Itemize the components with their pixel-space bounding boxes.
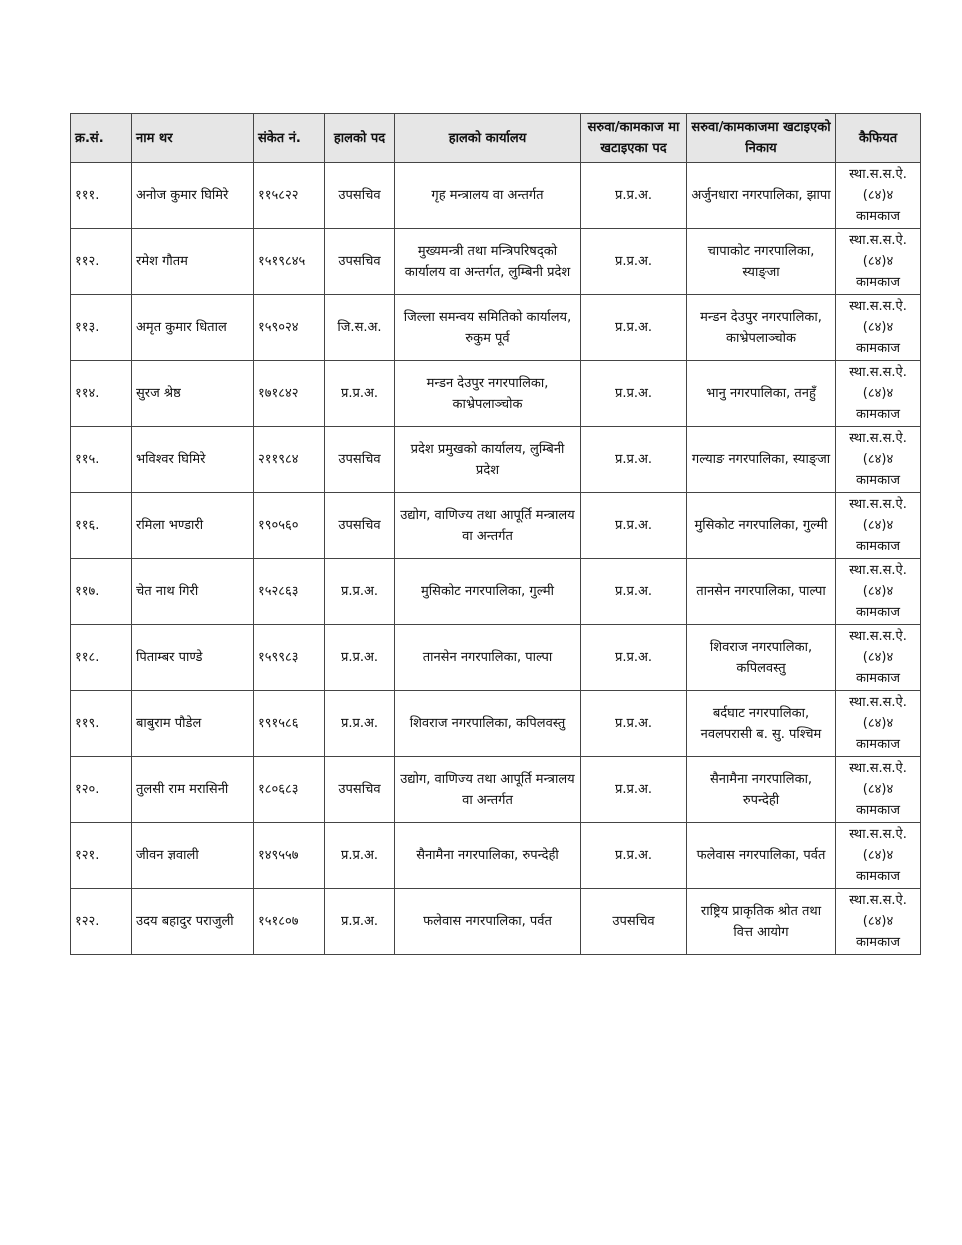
cell-transfer-post: प्र.प्र.अ. xyxy=(581,493,687,559)
cell-sn: १२०. xyxy=(71,757,132,823)
cell-name: अमृत कुमार धिताल xyxy=(132,295,254,361)
cell-remark: स्था.स.स.ऐ. (८४)४ कामकाज xyxy=(836,691,921,757)
cell-office: फलेवास नगरपालिका, पर्वत xyxy=(395,889,581,955)
cell-sn: १२२. xyxy=(71,889,132,955)
cell-name: पिताम्बर पाण्डे xyxy=(132,625,254,691)
cell-post: जि.स.अ. xyxy=(325,295,395,361)
cell-post: प्र.प्र.अ. xyxy=(325,361,395,427)
cell-name: उदय बहादुर पराजुली xyxy=(132,889,254,955)
table-row xyxy=(71,823,921,889)
cell-name: सुरज श्रेष्ठ xyxy=(132,361,254,427)
table-row xyxy=(71,163,921,229)
cell-post: प्र.प्र.अ. xyxy=(325,559,395,625)
cell-transfer-body: फलेवास नगरपालिका, पर्वत xyxy=(687,823,836,889)
cell-remark: स्था.स.स.ऐ. (८४)४ कामकाज xyxy=(836,889,921,955)
cell-code: १५२८६३ xyxy=(254,559,325,625)
cell-post: उपसचिव xyxy=(325,493,395,559)
transfer-table xyxy=(70,113,921,955)
cell-post: उपसचिव xyxy=(325,163,395,229)
table-row xyxy=(71,361,921,427)
cell-post: प्र.प्र.अ. xyxy=(325,691,395,757)
header-name: नाम थर xyxy=(132,114,254,163)
cell-transfer-body: सैनामैना नगरपालिका, रुपन्देही xyxy=(687,757,836,823)
cell-transfer-body: शिवराज नगरपालिका, कपिलवस्तु xyxy=(687,625,836,691)
cell-name: जीवन ज्ञवाली xyxy=(132,823,254,889)
cell-sn: ११९. xyxy=(71,691,132,757)
table-row xyxy=(71,757,921,823)
cell-office: मन्डन देउपुर नगरपालिका, काभ्रेपलाञ्चोक xyxy=(395,361,581,427)
cell-transfer-post: प्र.प्र.अ. xyxy=(581,757,687,823)
cell-transfer-post: प्र.प्र.अ. xyxy=(581,295,687,361)
cell-office: उद्योग, वाणिज्य तथा आपूर्ति मन्त्रालय वा अन्तर्गत xyxy=(395,493,581,559)
cell-office: जिल्ला समन्वय समितिको कार्यालय, रुकुम पूर्व xyxy=(395,295,581,361)
cell-sn: ११२. xyxy=(71,229,132,295)
cell-transfer-body: तानसेन नगरपालिका, पाल्पा xyxy=(687,559,836,625)
cell-transfer-post: प्र.प्र.अ. xyxy=(581,229,687,295)
cell-remark: स्था.स.स.ऐ. (८४)४ कामकाज xyxy=(836,625,921,691)
cell-office: मुख्यमन्त्री तथा मन्त्रिपरिषद्को कार्यालय वा अन्तर्गत, लुम्बिनी प्रदेश xyxy=(395,229,581,295)
cell-code: १९१५८६ xyxy=(254,691,325,757)
cell-office: उद्योग, वाणिज्य तथा आपूर्ति मन्त्रालय वा अन्तर्गत xyxy=(395,757,581,823)
cell-sn: ११६. xyxy=(71,493,132,559)
cell-transfer-body: अर्जुनधारा नगरपालिका, झापा xyxy=(687,163,836,229)
cell-office: सैनामैना नगरपालिका, रुपन्देही xyxy=(395,823,581,889)
cell-code: २११९८४ xyxy=(254,427,325,493)
header-current-office: हालको कार्यालय xyxy=(395,114,581,163)
table-row xyxy=(71,625,921,691)
cell-office: प्रदेश प्रमुखको कार्यालय, लुम्बिनी प्रदेश xyxy=(395,427,581,493)
table-row xyxy=(71,691,921,757)
cell-transfer-post: प्र.प्र.अ. xyxy=(581,427,687,493)
cell-code: ११५८२२ xyxy=(254,163,325,229)
cell-office: तानसेन नगरपालिका, पाल्पा xyxy=(395,625,581,691)
cell-remark: स्था.स.स.ऐ. (८४)४ कामकाज xyxy=(836,361,921,427)
cell-remark: स्था.स.स.ऐ. (८४)४ कामकाज xyxy=(836,163,921,229)
cell-remark: स्था.स.स.ऐ. (८४)४ कामकाज xyxy=(836,823,921,889)
cell-post: प्र.प्र.अ. xyxy=(325,889,395,955)
cell-transfer-post: प्र.प्र.अ. xyxy=(581,559,687,625)
cell-post: उपसचिव xyxy=(325,427,395,493)
cell-office: शिवराज नगरपालिका, कपिलवस्तु xyxy=(395,691,581,757)
cell-sn: ११५. xyxy=(71,427,132,493)
cell-transfer-body: चापाकोट नगरपालिका, स्याङ्जा xyxy=(687,229,836,295)
table-row xyxy=(71,493,921,559)
cell-transfer-post: प्र.प्र.अ. xyxy=(581,625,687,691)
cell-name: बाबुराम पौडेल xyxy=(132,691,254,757)
cell-office: मुसिकोट नगरपालिका, गुल्मी xyxy=(395,559,581,625)
table-row xyxy=(71,295,921,361)
cell-name: चेत नाथ गिरी xyxy=(132,559,254,625)
cell-transfer-post: प्र.प्र.अ. xyxy=(581,823,687,889)
cell-code: १९०५६० xyxy=(254,493,325,559)
cell-transfer-body: गल्याङ नगरपालिका, स्याङ्जा xyxy=(687,427,836,493)
cell-name: तुलसी राम मरासिनी xyxy=(132,757,254,823)
table-header-row xyxy=(71,114,921,163)
cell-transfer-post: उपसचिव xyxy=(581,889,687,955)
cell-transfer-post: प्र.प्र.अ. xyxy=(581,361,687,427)
table-row xyxy=(71,559,921,625)
header-transfer-body: सरुवा/कामकाजमा खटाइएको निकाय xyxy=(687,114,836,163)
cell-remark: स्था.स.स.ऐ. (८४)४ कामकाज xyxy=(836,229,921,295)
cell-sn: ११७. xyxy=(71,559,132,625)
cell-transfer-body: राष्ट्रिय प्राकृतिक श्रोत तथा वित्त आयोग xyxy=(687,889,836,955)
cell-sn: ११८. xyxy=(71,625,132,691)
cell-name: रमिला भण्डारी xyxy=(132,493,254,559)
cell-code: १५९०२४ xyxy=(254,295,325,361)
cell-office: गृह मन्त्रालय वा अन्तर्गत xyxy=(395,163,581,229)
header-transfer-post: सरुवा/कामकाज मा खटाइएका पद xyxy=(581,114,687,163)
cell-remark: स्था.स.स.ऐ. (८४)४ कामकाज xyxy=(836,493,921,559)
table-row xyxy=(71,427,921,493)
cell-post: उपसचिव xyxy=(325,757,395,823)
cell-transfer-post: प्र.प्र.अ. xyxy=(581,691,687,757)
cell-remark: स्था.स.स.ऐ. (८४)४ कामकाज xyxy=(836,559,921,625)
cell-sn: १११. xyxy=(71,163,132,229)
cell-transfer-body: बर्दघाट नगरपालिका, नवलपरासी ब. सु. पश्चिम xyxy=(687,691,836,757)
cell-code: १८०६८३ xyxy=(254,757,325,823)
cell-sn: १२१. xyxy=(71,823,132,889)
header-sn: क्र.सं. xyxy=(71,114,132,163)
cell-code: १५९९८३ xyxy=(254,625,325,691)
header-remarks: कैफियत xyxy=(836,114,921,163)
cell-sn: ११४. xyxy=(71,361,132,427)
cell-transfer-body: भानु नगरपालिका, तनहुँ xyxy=(687,361,836,427)
cell-remark: स्था.स.स.ऐ. (८४)४ कामकाज xyxy=(836,295,921,361)
cell-post: प्र.प्र.अ. xyxy=(325,625,395,691)
cell-transfer-body: मुसिकोट नगरपालिका, गुल्मी xyxy=(687,493,836,559)
cell-name: भविश्वर घिमिरे xyxy=(132,427,254,493)
cell-post: प्र.प्र.अ. xyxy=(325,823,395,889)
cell-post: उपसचिव xyxy=(325,229,395,295)
cell-sn: ११३. xyxy=(71,295,132,361)
table-row xyxy=(71,889,921,955)
header-code: संकेत नं. xyxy=(254,114,325,163)
cell-code: १५१९८४५ xyxy=(254,229,325,295)
cell-code: १४९५५७ xyxy=(254,823,325,889)
cell-name: अनोज कुमार घिमिरे xyxy=(132,163,254,229)
cell-name: रमेश गौतम xyxy=(132,229,254,295)
cell-transfer-post: प्र.प्र.अ. xyxy=(581,163,687,229)
header-current-post: हालको पद xyxy=(325,114,395,163)
cell-code: १७१८४२ xyxy=(254,361,325,427)
table-row xyxy=(71,229,921,295)
cell-code: १५१८०७ xyxy=(254,889,325,955)
cell-remark: स्था.स.स.ऐ. (८४)४ कामकाज xyxy=(836,757,921,823)
cell-remark: स्था.स.स.ऐ. (८४)४ कामकाज xyxy=(836,427,921,493)
cell-transfer-body: मन्डन देउपुर नगरपालिका, काभ्रेपलाञ्चोक xyxy=(687,295,836,361)
